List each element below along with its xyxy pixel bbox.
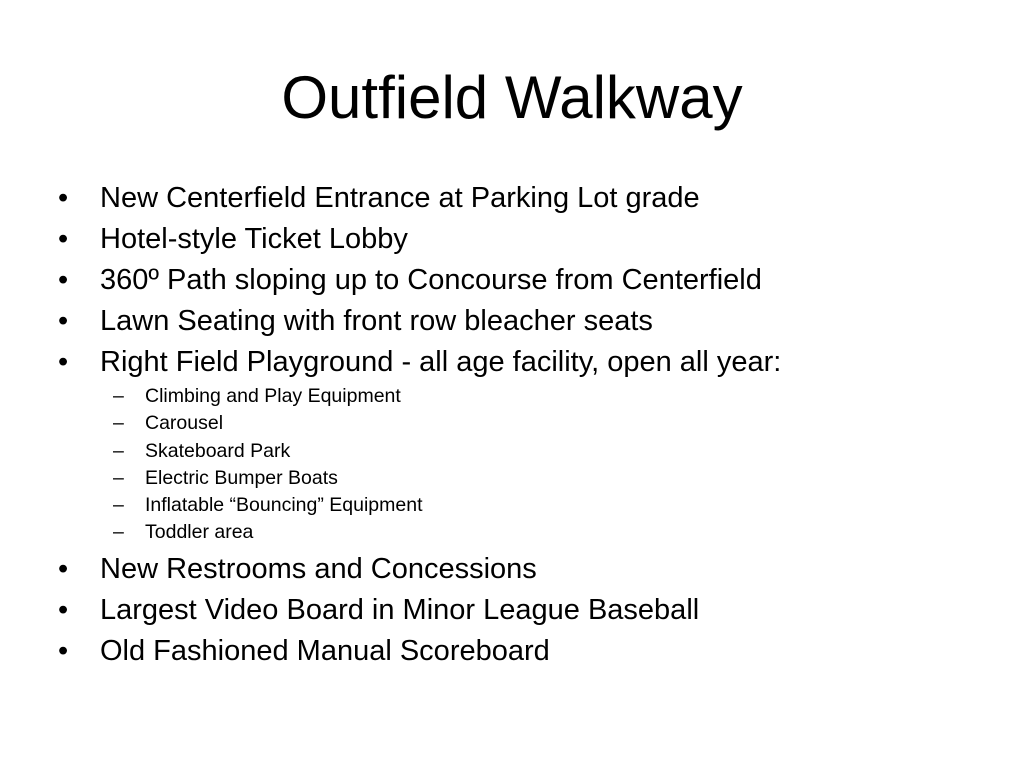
bullet-text: Right Field Playground - all age facility, open all year:	[100, 346, 782, 378]
sub-bullet-text: Climbing and Play Equipment	[145, 385, 401, 407]
bullet-marker: •	[58, 593, 69, 626]
sub-bullet-text: Toddler area	[145, 521, 254, 544]
bullet-text: 360º Path sloping up to Concourse from Centerfield	[100, 264, 762, 296]
sub-bullet-item	[56, 438, 996, 465]
sub-bullet-marker: –	[113, 385, 124, 407]
sub-bullet-item	[56, 519, 996, 546]
bullet-list	[56, 178, 996, 672]
sub-bullet-item	[56, 465, 996, 492]
bullet-item	[56, 178, 996, 219]
bullet-marker: •	[58, 346, 69, 378]
bullet-item	[56, 301, 996, 342]
bullet-text: New Centerfield Entrance at Parking Lot grade	[100, 182, 700, 214]
bullet-marker: •	[58, 634, 69, 667]
sub-bullet-text: Skateboard Park	[145, 439, 291, 462]
bullet-text: New Restrooms and Concessions	[100, 552, 537, 585]
bullet-text: Lawn Seating with front row bleacher seats	[100, 305, 653, 337]
sub-bullet-marker: –	[113, 494, 124, 517]
bullet-marker: •	[58, 264, 69, 296]
bullet-item	[56, 260, 996, 301]
sub-bullet-marker: –	[113, 412, 124, 435]
bullet-text: Largest Video Board in Minor League Baseball	[100, 593, 700, 626]
slide-title: Outfield Walkway	[281, 64, 743, 131]
bullet-item	[56, 549, 996, 590]
sub-bullet-item	[56, 410, 996, 437]
sub-bullet-marker: –	[113, 521, 124, 544]
bullet-item	[56, 342, 996, 383]
sub-bullet-text: Carousel	[145, 412, 224, 435]
bullet-marker: •	[58, 552, 69, 585]
bullet-marker: •	[58, 182, 69, 214]
sub-bullet-text: Inflatable “Bouncing” Equipment	[145, 494, 423, 517]
sub-bullet-item	[56, 492, 996, 519]
bullet-item	[56, 590, 996, 631]
bullet-marker: •	[58, 223, 69, 255]
bullet-item	[56, 219, 996, 260]
bullet-marker: •	[58, 305, 69, 337]
bullet-item	[56, 631, 996, 672]
sub-bullet-item	[56, 383, 996, 410]
sub-bullet-text: Electric Bumper Boats	[145, 466, 338, 489]
sub-bullet-marker: –	[113, 466, 124, 489]
sub-bullet-list	[56, 383, 996, 547]
bullet-text: Old Fashioned Manual Scoreboard	[100, 634, 550, 667]
bullet-text: Hotel-style Ticket Lobby	[100, 223, 408, 255]
sub-bullet-marker: –	[113, 439, 124, 462]
